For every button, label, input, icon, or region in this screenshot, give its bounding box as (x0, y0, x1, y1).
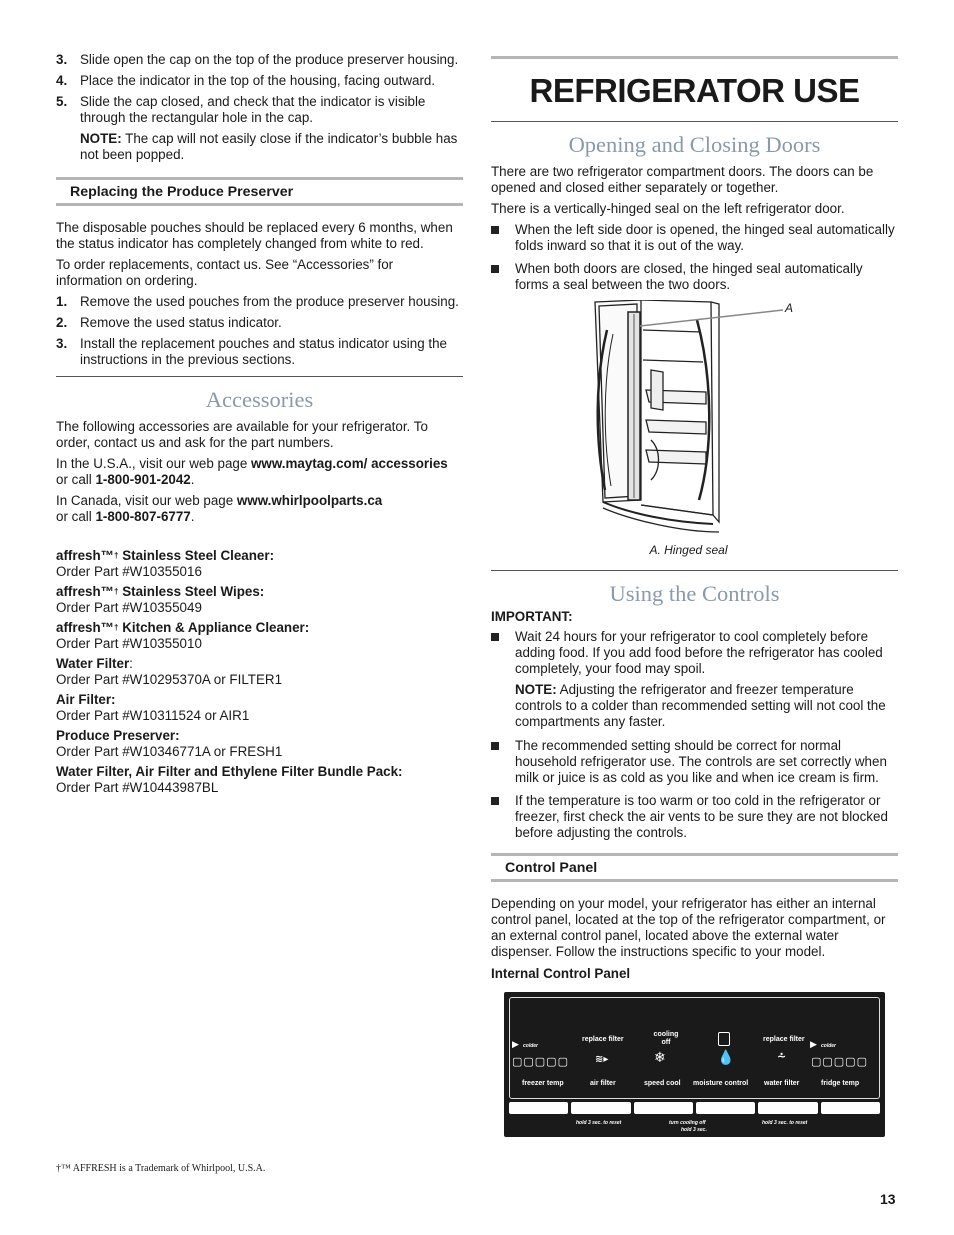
replace-filter-left-label: replace filter (582, 1036, 624, 1043)
water-filter-label: water filter (764, 1080, 800, 1087)
list-item: 3. Install the replacement pouches and status indicator using the instructions in the previous sections. (56, 336, 447, 367)
control-panel-paragraph: Depending on your model, your refrigerator has either an internal control panel, located at the top of the refrigerator compartment, or an external control panel, located above the external water dispenser. Follow the instructions specific to your model. (491, 896, 886, 959)
page-title: REFRIGERATOR USE (529, 72, 860, 109)
usa-phone: 1-800-901-2042 (95, 472, 191, 487)
arrow-right-icon: ▶ (810, 1039, 817, 1049)
maytag-link[interactable]: www.maytag.com/ accessories (251, 456, 448, 471)
page-number: 13 (880, 1191, 896, 1207)
freezer-temp-label: freezer temp (522, 1080, 564, 1087)
speed-cool-label: speed cool (644, 1080, 681, 1087)
internal-control-panel (504, 992, 885, 1137)
water-filter-icon: ⩪ (777, 1051, 787, 1063)
speed-cool-button[interactable] (634, 1102, 693, 1114)
fridge-temp-leds: ▢▢▢▢▢ (811, 1056, 868, 1068)
hold-reset-left-label: hold 3 sec. to reset (576, 1120, 622, 1126)
whirlpool-link[interactable]: www.whirlpoolparts.ca (236, 493, 383, 508)
refrigerator-illustration (491, 300, 898, 540)
freezer-temp-button[interactable] (509, 1102, 568, 1114)
panel-button-row (509, 1102, 880, 1114)
fridge-temp-button[interactable] (821, 1102, 880, 1114)
important-label: IMPORTANT: (491, 609, 573, 624)
list-item: When the left side door is opened, the hinged seal automatically folds inward so that it is out of the way. (491, 222, 898, 254)
figure-caption: A. Hinged seal (649, 543, 728, 557)
colder-right-label: colder (821, 1043, 837, 1049)
controls-bullets-rest (491, 738, 898, 841)
list-item: 5. Slide the cap closed, and check that the indicator is visible through the rectangular hole in the cap. (56, 94, 426, 125)
accessories-heading: Accessories (205, 387, 314, 412)
list-item: 1. Remove the used pouches from the produce preserver housing. (56, 294, 459, 309)
fridge-temp-label: fridge temp (821, 1080, 860, 1087)
air-filter-label: air filter (590, 1080, 616, 1087)
freezer-temp-leds: ▢▢▢▢▢ (512, 1056, 569, 1068)
trademark-footnote: †™ AFFRESH is a Trademark of Whirlpool, U.S.A. (56, 1163, 266, 1174)
title-rule-top (491, 56, 898, 59)
arrow-right-icon: ▶ (512, 1039, 519, 1049)
droplet-icon: 💧 (717, 1049, 735, 1065)
section-divider (56, 376, 463, 377)
replacing-heading: Replacing the Produce Preserver (56, 177, 463, 206)
left-column (56, 52, 463, 800)
air-filter-icon: ≋▸ (595, 1054, 609, 1065)
turn-cooling-off-label: turn cooling off (669, 1120, 706, 1126)
control-panel-heading: Control Panel (491, 853, 898, 882)
list-item: 4. Place the indicator in the top of the housing, facing outward. (56, 73, 436, 88)
list-item: 3. Slide open the cap on the top of the produce preserver housing. (56, 52, 459, 67)
doors-bullets (491, 222, 898, 293)
part-item: affresh™† Stainless Steel Cleaner: Order Part #W10355016 (56, 548, 275, 579)
cooling-off-indicator-icon (718, 1032, 730, 1046)
part-item: Water Filter, Air Filter and Ethylene Filter Bundle Pack: Order Part #W10443987BL (56, 764, 403, 795)
part-item: affresh™† Kitchen & Appliance Cleaner: Order Part #W10355010 (56, 620, 310, 651)
part-item: Air Filter: Order Part #W10311524 or AIR1 (56, 692, 250, 723)
hold-reset-right-label: hold 3 sec. to reset (762, 1120, 808, 1126)
hold-3-sec-label: hold 3 sec. (681, 1127, 707, 1133)
accessories-canada: In Canada, visit our web page www.whirlpoolparts.ca or call 1-800-807-6777. (56, 493, 383, 524)
figure-label-a: A (785, 301, 794, 315)
moisture-control-label: moisture control (693, 1080, 749, 1087)
internal-panel-heading: Internal Control Panel (491, 966, 631, 981)
bullet-icon (491, 742, 499, 750)
moisture-control-button[interactable] (696, 1102, 755, 1114)
replacing-paragraph-1: The disposable pouches should be replaced every 6 months, when the status indicator has completely changed from white to red. (56, 220, 453, 251)
replace-filter-right-label: replace filter (763, 1036, 805, 1043)
cap-note: NOTE: The cap will not easily close if the indicator’s bubble has not been popped. (80, 131, 458, 162)
title-rule-bottom (491, 121, 898, 122)
doors-paragraph-2: There is a vertically-hinged seal on the left refrigerator door. (491, 201, 845, 216)
colder-left-label: colder (523, 1043, 539, 1049)
canada-phone: 1-800-807-6777 (95, 509, 191, 524)
snowflake-icon: ❄ (654, 1049, 666, 1065)
parts-list (56, 548, 463, 796)
bullet-icon (491, 633, 499, 641)
controls-heading: Using the Controls (609, 581, 780, 606)
air-filter-button[interactable] (571, 1102, 630, 1114)
preserver-steps (56, 52, 463, 126)
section-divider (491, 570, 898, 571)
bullet-icon (491, 226, 499, 234)
list-item: The recommended setting should be correct for normal household refrigerator use. The controls are set correctly when milk or juice is as cold as you like and when ice cream is firm. (491, 738, 898, 786)
cooling-off-label: cooling off (653, 1031, 679, 1046)
accessories-intro: The following accessories are available for your refrigerator. To order, contact us and ask for the part numbers. (56, 419, 428, 450)
part-item: Produce Preserver: Order Part #W10346771A or FRESH1 (56, 728, 283, 759)
list-item: When both doors are closed, the hinged seal automatically forms a seal between the two doors. (491, 261, 898, 293)
list-item: Wait 24 hours for your refrigerator to cool completely before adding food. If you add food before the refrigerator has cooled completely, your food may spoil. (491, 629, 898, 677)
list-item: If the temperature is too warm or too cold in the refrigerator or freezer, first check the air vents to be sure they are not blocked before adjusting the controls. (491, 793, 898, 841)
part-item: Water Filter: Order Part #W10295370A or FILTER1 (56, 656, 283, 687)
right-column (491, 56, 898, 1137)
bullet-icon (491, 797, 499, 805)
replacing-paragraph-2: To order replacements, contact us. See “Accessories” for information on ordering. (56, 257, 394, 288)
list-item: 2. Remove the used status indicator. (56, 315, 282, 330)
controls-note: NOTE: Adjusting the refrigerator and freezer temperature controls to a colder than recommended setting will not cool the compartments any faster. (515, 682, 886, 729)
bullet-icon (491, 265, 499, 273)
part-item: affresh™† Stainless Steel Wipes: Order Part #W10355049 (56, 584, 265, 615)
doors-heading: Opening and Closing Doors (568, 132, 821, 157)
accessories-usa: In the U.S.A., visit our web page www.maytag.com/ accessories or call 1-800-901-2042. (56, 456, 448, 487)
replacing-steps (56, 294, 463, 368)
hinged-seal-figure (491, 300, 898, 555)
water-filter-button[interactable] (758, 1102, 817, 1114)
doors-paragraph-1: There are two refrigerator compartment doors. The doors can be opened and closed either separately or together. (491, 164, 874, 195)
controls-bullets (491, 629, 898, 677)
